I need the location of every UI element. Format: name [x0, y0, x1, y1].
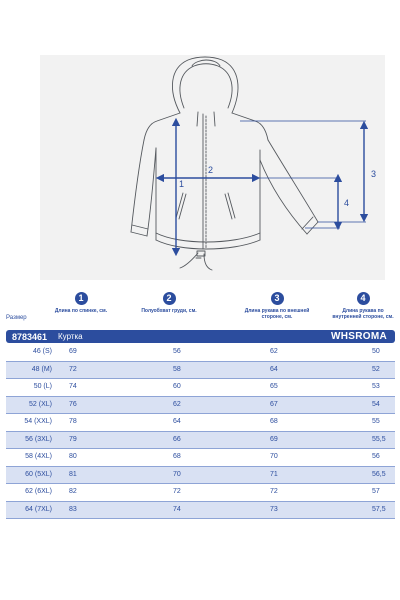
inner-sleeve-cell: 57	[372, 488, 380, 495]
outer-sleeve-cell: 67	[270, 400, 278, 408]
half-chest-cell: 68	[173, 453, 181, 460]
size-cell: 62 (6XL)	[25, 488, 52, 495]
diagram-label-1: 1	[179, 179, 185, 189]
table-row	[6, 432, 395, 450]
half-chest-cell: 64	[173, 418, 181, 425]
jacket-measurement-diagram	[0, 0, 400, 290]
guide-lines	[240, 121, 366, 228]
column-number-badge: 1	[75, 292, 88, 305]
column-header-1	[46, 292, 116, 314]
inner-sleeve-cell: 56	[372, 453, 380, 460]
product-name: Куртка	[58, 332, 83, 341]
half-chest-cell: 56	[173, 348, 181, 355]
inner-sleeve-cell: 54	[372, 400, 380, 408]
diagram-label-4: 4	[344, 198, 350, 208]
column-header-label: Длина по спинке, см.	[54, 308, 108, 314]
size-cell: 52 (XL)	[29, 400, 52, 408]
inner-sleeve-cell: 55	[372, 418, 380, 425]
size-cell: 50 (L)	[33, 383, 52, 390]
column-number-badge: 3	[271, 292, 284, 305]
size-table	[6, 344, 395, 519]
inner-sleeve-cell: 50	[372, 348, 380, 355]
inner-sleeve-cell: 57,5	[372, 505, 386, 513]
brand-name: WHSROMA	[331, 331, 387, 342]
half-chest-cell: 72	[173, 488, 181, 495]
table-header	[0, 292, 400, 332]
outer-sleeve-cell: 69	[270, 435, 278, 443]
column-number-badge: 2	[163, 292, 176, 305]
table-row	[6, 344, 395, 362]
table-row	[6, 379, 395, 397]
inner-sleeve-cell: 56,5	[372, 470, 386, 478]
table-row	[6, 502, 395, 520]
table-row	[6, 449, 395, 467]
diagram-label-2: 2	[208, 165, 214, 175]
half-chest-cell: 66	[173, 435, 181, 443]
table-row	[6, 362, 395, 380]
back-length-cell: 76	[69, 400, 77, 408]
size-cell: 54 (XXL)	[24, 418, 52, 425]
outer-sleeve-cell: 68	[270, 418, 278, 425]
column-number-badge: 4	[357, 292, 370, 305]
back-length-cell: 79	[69, 435, 77, 443]
size-cell: 46 (S)	[32, 348, 52, 355]
back-length-cell: 69	[69, 348, 77, 355]
table-row	[6, 484, 395, 502]
back-length-cell: 81	[69, 470, 77, 478]
half-chest-cell: 60	[173, 383, 181, 390]
back-length-cell: 82	[69, 488, 77, 495]
diagram-label-3: 3	[371, 169, 377, 179]
half-chest-cell: 58	[173, 365, 181, 373]
table-row	[6, 414, 395, 432]
outer-sleeve-cell: 73	[270, 505, 278, 513]
back-length-cell: 72	[69, 365, 77, 373]
outer-sleeve-cell: 70	[270, 453, 278, 460]
table-row	[6, 467, 395, 485]
product-sku: 8783461	[12, 332, 48, 342]
back-length-cell: 74	[69, 383, 77, 390]
size-cell: 56 (3XL)	[25, 435, 52, 443]
measurement-arrows	[160, 122, 364, 252]
outer-sleeve-cell: 64	[270, 365, 278, 373]
back-length-cell: 78	[69, 418, 77, 425]
size-cell: 48 (M)	[31, 365, 52, 373]
inner-sleeve-cell: 55,5	[372, 435, 386, 443]
back-length-cell: 83	[69, 505, 77, 513]
half-chest-cell: 70	[173, 470, 181, 478]
size-column-header: Размер	[6, 315, 27, 321]
column-header-label: Длина рукава по внешней стороне, см.	[244, 308, 310, 320]
column-header-4	[328, 292, 398, 320]
outer-sleeve-cell: 72	[270, 488, 278, 495]
column-header-label: Полуобхват груди, см.	[141, 308, 197, 314]
outer-sleeve-cell: 71	[270, 470, 278, 478]
size-cell: 60 (5XL)	[25, 470, 52, 478]
jacket-outline	[131, 57, 318, 270]
back-length-cell: 80	[69, 453, 77, 460]
size-cell: 64 (7XL)	[25, 505, 52, 513]
column-header-label: Длина рукава по внутренней стороне, см.	[332, 308, 394, 320]
column-header-2	[134, 292, 204, 314]
inner-sleeve-cell: 53	[372, 383, 380, 390]
half-chest-cell: 74	[173, 505, 181, 513]
inner-sleeve-cell: 52	[372, 365, 380, 373]
outer-sleeve-cell: 65	[270, 383, 278, 390]
product-band	[6, 330, 395, 343]
table-row	[6, 397, 395, 415]
outer-sleeve-cell: 62	[270, 348, 278, 355]
size-cell: 58 (4XL)	[25, 453, 52, 460]
column-header-3	[242, 292, 312, 320]
half-chest-cell: 62	[173, 400, 181, 408]
